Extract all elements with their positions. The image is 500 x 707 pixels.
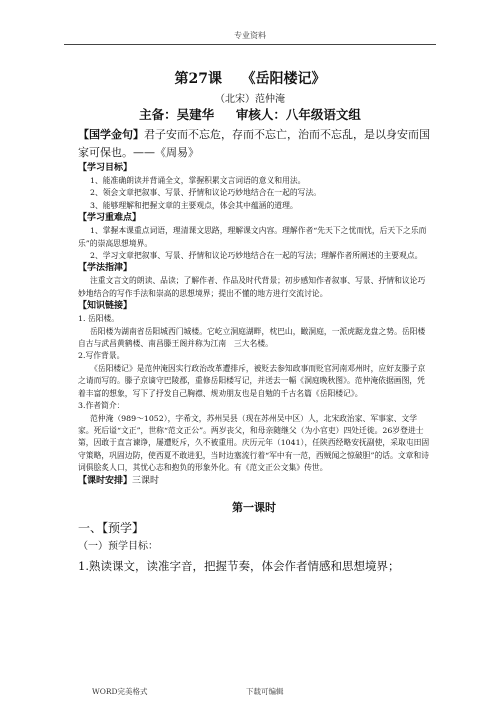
page-header: 专业资料 <box>234 31 266 40</box>
prelearn-item: 1.熟读课文，读准字音，把握节奏，体会作者情感和思想境界； <box>78 558 400 573</box>
lesson-number: 第27课 <box>174 71 222 87</box>
goal-item: 2、领会文章把叙事、写景、抒情和议论巧妙地结合在一起的写法。 <box>90 188 322 198</box>
credits-line <box>0 105 500 123</box>
header-rule <box>64 44 436 45</box>
footer-right: 下载可编辑 <box>246 687 284 696</box>
page-title <box>0 68 500 88</box>
reviewer: 审核人：八年级语文组 <box>235 107 361 122</box>
schedule-label: 【课时安排】 <box>78 475 133 486</box>
footer-left: WORD完美格式 <box>92 687 148 696</box>
link-subheading: 2.写作背景。 <box>78 351 125 361</box>
method-text: 注重文言文的朗读、品读；了解作者、作品及时代背景；初步感知作者叙事、写景、抒情和议论巧妙地结合的写作手法和崇高的思想境界；提出不懂的地方进行交流讨论。 <box>78 276 426 298</box>
link-subheading: 3.作者简介： <box>78 401 125 411</box>
section-title: 第一课时 <box>232 500 276 514</box>
keypoint-item: 1、掌握本课重点词语，理清课文思路，理解课文内容。理解作者“先天下之忧而忧，后天下之乐而乐”的崇高思想境界。 <box>78 226 427 248</box>
author-line: （北宋）范仲淹 <box>215 94 285 105</box>
link-paragraph: 范仲淹（989～1052），字希文，苏州吴县（现在苏州吴中区）人，北宋政治家、军事家、文学家。死后谥“文正”，世称“范文正公”。两岁丧父，和母亲随继父（为小官吏）四处迁徙。26岁登进士第，因敢于直言谏诤，屡遭贬斥，久不被重用。庆历元年（1041），任陕西经略安抚副使，采取屯田固守策略，巩固边防，使西夏不敢进犯，当时边塞流行着“军中有一范，西贼闻之惊破胆”的话。文章和诗词俱脍炙人口，其忧心志和抱负的形象外化。有《范文正公文集》传世。 <box>78 413 430 473</box>
quote-text: 君子安而不忘危，存而不忘亡，治而不忘乱，是以身安而国家可保也。——《周易》 <box>78 128 430 159</box>
editor: 主备：吴建华 <box>139 107 215 122</box>
quote-paragraph <box>78 126 430 162</box>
goals-heading: 【学习目标】 <box>78 163 133 173</box>
document-body <box>78 126 430 576</box>
subsubsection-heading: （一）预学目标： <box>78 540 158 552</box>
keypoint-item: 2、学习文章把叙事、写景、抒情和议论巧妙地结合在一起的写法；理解作者所阐述的主要观点。 <box>90 251 423 261</box>
link-subheading: 1. 岳阳楼。 <box>78 314 120 324</box>
link-paragraph: 《岳阳楼记》是范仲淹因实行政治改革遭排斥，被贬去参知政事而贬官河南邓州时，应好友滕子京之请而写的。滕子京谪守巴陵郡，重修岳阳楼写记，并送去一幅《洞庭晚秋图》。范仲淹依据画图，凭着丰富的想象，写下了抒发自己胸襟、规劝朋友也是自勉的千古名篇《岳阳楼记》。 <box>78 363 426 398</box>
quote-label: 【国学金句】 <box>78 128 144 141</box>
keypoints-heading: 【学习重难点】 <box>78 213 142 224</box>
schedule-line <box>78 475 430 488</box>
links-heading: 【知识链接】 <box>78 301 133 312</box>
method-heading: 【学法指津】 <box>78 263 133 274</box>
schedule-value: 三课时 <box>132 475 160 486</box>
link-paragraph: 岳阳楼为湖南省岳阳城西门城楼。它屹立洞庭湖畔，枕巴山，瞰洞庭，一派虎踞龙盘之势。岳阳楼自古与武昌黄鹤楼、南昌滕王阁并称为江南 三大名楼。 <box>78 326 426 349</box>
goal-item: 3、能够理解和把握文章的主要观点，体会其中蕴涵的道理。 <box>90 200 298 210</box>
lesson-name: 《岳阳楼记》 <box>241 71 326 87</box>
goal-item: 1、能准确朗读并背诵全文，掌握积累文言词语的意义和用法。 <box>90 176 306 185</box>
subsection-heading: 一、【预学】 <box>78 520 145 535</box>
